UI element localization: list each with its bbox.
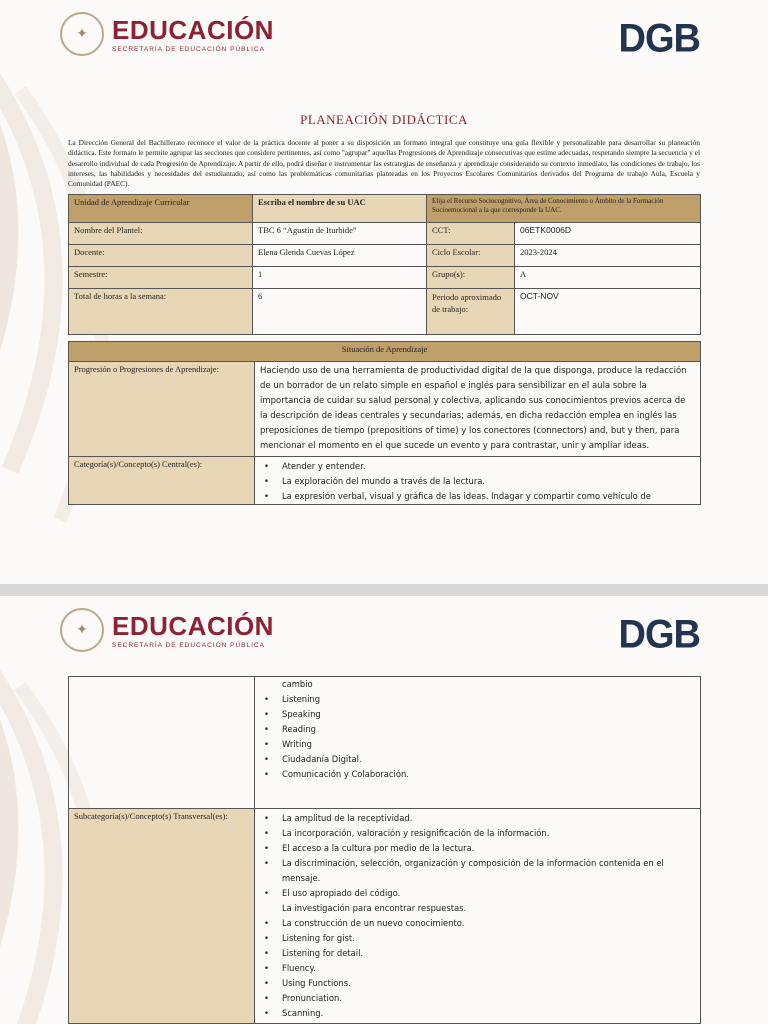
ciclo-label: Ciclo Escolar: [427, 245, 515, 267]
grupo-label: Grupo(s): [427, 267, 515, 289]
plantel-label: Nombre del Plantel: [69, 223, 253, 245]
cct-label: CCT: [427, 223, 515, 245]
docente-value: Elena Glenda Cuevas López [253, 245, 427, 267]
subcategoria-label: Subcategoría(s)/Concepto(s) Transversal(es): [69, 809, 255, 1024]
header [0, 596, 768, 676]
categoria-list-continued [260, 677, 695, 782]
list-item: • Reading [282, 722, 695, 737]
horas-value: 6 [253, 289, 427, 335]
intro-paragraph: La Dirección General del Bachillerato reconoce el valor de la práctica docente al poner a su disposición un formato integral que constituye una guía flexible y personalizable para desarrollar su planeación didáctica. Este formato le permite agrupar las secciones que considere pertinentes, así como "agrupar" aquellas Progresiones de Aprendizaje consecutivas que estime adecuadas, respetando siempre la secuencia y el desarrollo individual de cada Progresión de Aprendizaje. A partir de ello, podrá diseñar e instrumentar las estrategias de enseñanza y aprendizaje considerando su contexto inmediato, las condiciones de trabajo, los intereses, las habilidades y necesidades del estudiantado, así como las problemáticas comunitarias planteadas en los Proyectos Escolares Comunitarios derivados del Programa de trabajo Aula, Escuela y Comunidad (PAEC). [68, 138, 700, 189]
educacion-logo [60, 608, 274, 652]
list-item: • Scanning. [282, 1006, 695, 1021]
list-item: • Pronunciation. [282, 991, 695, 1006]
header [0, 0, 768, 80]
list-item: • Listening for gist. [282, 931, 695, 946]
dgb-logo: DGB [618, 612, 700, 658]
list-item: • La incorporación, valoración y resignificación de la información. [282, 826, 695, 841]
grupo-value: A [515, 267, 701, 289]
list-item: • Writing [282, 737, 695, 752]
list-item: • La construcción de un nuevo conocimiento. [282, 916, 695, 931]
semestre-label: Semestre: [69, 267, 253, 289]
info-table [68, 194, 701, 335]
list-item: • La discriminación, selección, organización y composición de la información contenida en el mensaje. [282, 856, 695, 886]
categoria-continued-label [69, 677, 255, 809]
list-item: • La expresión verbal, visual y gráfica de las ideas. Indagar y compartir como vehículo de [282, 489, 695, 504]
subcategoria-list [260, 811, 695, 1021]
list-item: • Listening [282, 692, 695, 707]
edu-subtitle: SECRETARÍA DE EDUCACIÓN PÚBLICA [112, 45, 265, 53]
situacion-header: Situación de Aprendizaje [69, 342, 701, 362]
list-item: • Ciudadanía Digital. [282, 752, 695, 767]
cct-value: 06ETK0006D [515, 223, 701, 245]
situacion-table [68, 341, 701, 505]
categoria-list [260, 459, 695, 504]
list-item: • La exploración del mundo a través de la lectura. [282, 474, 695, 489]
list-item: • El acceso a la cultura por medio de la lectura. [282, 841, 695, 856]
seal-icon: ✦ [60, 12, 104, 56]
horas-label: Total de horas a la semana: [69, 289, 253, 335]
edu-title: EDUCACIÓN [112, 610, 274, 641]
uac-value[interactable]: Escriba el nombre de su UAC [253, 195, 427, 223]
page-2 [0, 596, 768, 1024]
docente-label: Docente: [69, 245, 253, 267]
dgb-logo: DGB [618, 16, 700, 62]
plantel-value: TBC 6 “Agustín de Iturbide” [253, 223, 427, 245]
edu-subtitle: SECRETARÍA DE EDUCACIÓN PÚBLICA [112, 641, 265, 649]
list-item: cambio [282, 679, 313, 689]
list-item: • Comunicación y Colaboración. [282, 767, 695, 782]
progresion-label: Progresión o Progresiones de Aprendizaje: [69, 362, 255, 457]
uac-label: Unidad de Aprendizaje Curricular [69, 195, 253, 223]
list-item: • Atender y entender. [282, 459, 695, 474]
uac-note: Elija el Recurso Sociocognitivo, Área de Conocimiento o Ámbito de la Formación Socioemocional a la que corresponde la UAC. [427, 195, 701, 223]
list-item: • El uso apropiado del código. [282, 886, 695, 901]
periodo-value: OCT-NOV [515, 289, 701, 335]
progresion-text: Haciendo uso de una herramienta de productividad digital de la que disponga, produce la redacción de un borrador de un relato simple en español e inglés para sensibilizar en el aula sobre la importancia de cuidar su salud personal y colectiva, aplicando sus conocimientos previos acerca de la descripción de ideas centrales y secundarias; además, en dicha redacción emplea en inglés las preposiciones de tiempo (prepositions of time) y los conectores (connectors) and, but y then, para mencionar el momento en el que sucede un evento y para contrastar, unir y ampliar ideas. [255, 362, 701, 457]
seal-icon: ✦ [60, 608, 104, 652]
list-item: La investigación para encontrar respuestas. [282, 903, 467, 913]
list-item: • Fluency. [282, 961, 695, 976]
list-item: • Listening for detail. [282, 946, 695, 961]
page-title: PLANEACIÓN DIDÁCTICA [300, 112, 468, 127]
periodo-label: Periodo aproximado de trabajo: [427, 289, 515, 335]
situacion-table-continued [68, 676, 701, 1024]
ciclo-value: 2023-2024 [515, 245, 701, 267]
list-item: • La amplitud de la receptividad. [282, 811, 695, 826]
semestre-value: 1 [253, 267, 427, 289]
categoria-label: Categoría(s)/Concepto(s) Central(es): [69, 457, 255, 505]
edu-title: EDUCACIÓN [112, 14, 274, 45]
educacion-logo [60, 12, 274, 56]
list-item: • Speaking [282, 707, 695, 722]
list-item: • Using Functions. [282, 976, 695, 991]
